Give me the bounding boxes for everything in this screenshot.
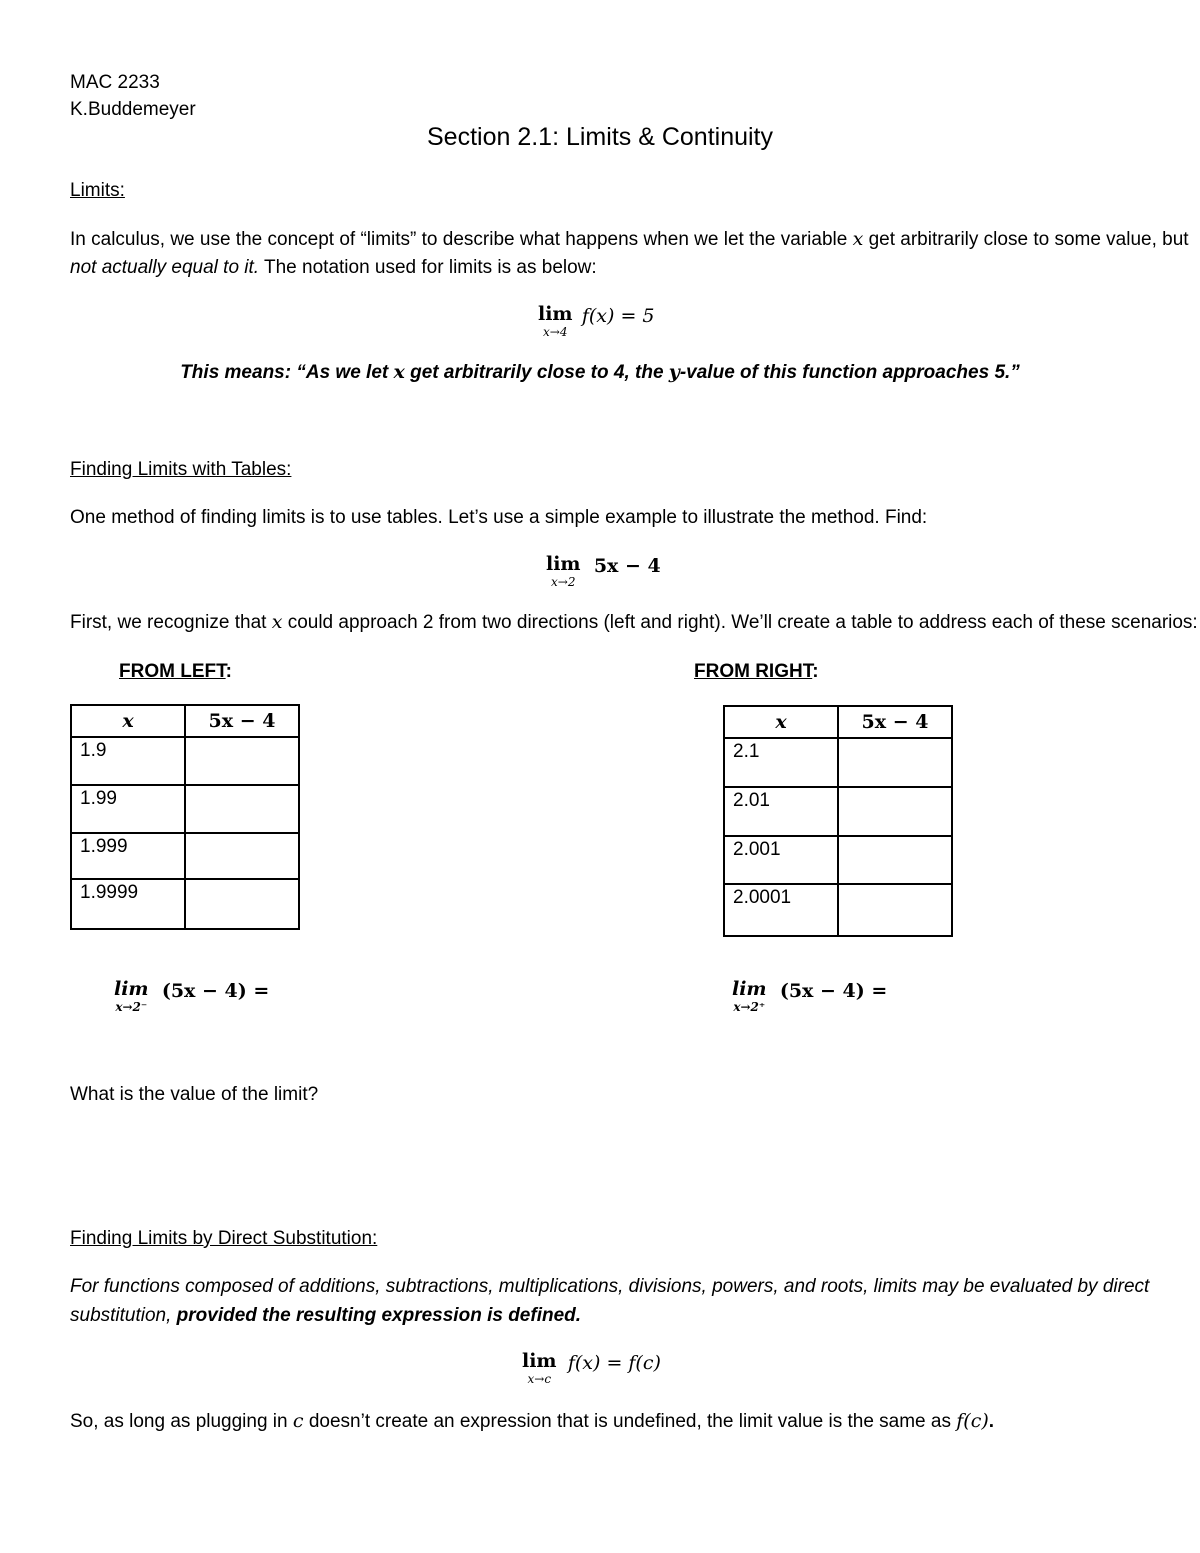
table-header-row: [71, 705, 299, 737]
table-row: [724, 738, 952, 787]
from-left-label: FROM LEFT:: [119, 661, 232, 682]
limit-meaning-statement: This means: “As we let x get arbitrarily close to 4, the y-value of this function approaches 5.”: [180, 361, 1020, 383]
empty-answer-cell: [185, 737, 299, 785]
column-header-x: x: [724, 706, 838, 738]
direct-substitution-line2: substitution, provided the resulting expression is defined.: [70, 1305, 582, 1326]
tables-intro: One method of finding limits is to use tables. Let’s use a simple example to illustrate the method. Find:: [70, 507, 928, 528]
column-header-function: 5x − 4: [185, 705, 299, 737]
limit-notation-equation: lim x→4 f(x) = 5: [538, 303, 655, 339]
table-row: [71, 785, 299, 833]
directions-paragraph: First, we recognize that x could approach 2 from two directions (left and right). We’ll create a table to address each of these scenarios:: [70, 611, 1198, 633]
empty-answer-cell: [185, 879, 299, 929]
empty-answer-cell: [185, 833, 299, 879]
x-value-cell: 1.99: [71, 785, 185, 833]
example-limit-equation: lim x→2 5x − 4: [546, 553, 661, 589]
limits-paragraph-line1: In calculus, we use the concept of “limits” to describe what happens when we let the variable x get arbitrarily close to some value, but: [70, 228, 1189, 250]
empty-answer-cell: [838, 884, 952, 936]
page-title: Section 2.1: Limits & Continuity: [427, 123, 773, 151]
table-row: [724, 884, 952, 936]
direct-substitution-equation: lim x→c f(x) = f(c): [522, 1350, 661, 1386]
x-value-cell: 1.9999: [71, 879, 185, 929]
x-value-cell: 1.999: [71, 833, 185, 879]
table-row: [71, 737, 299, 785]
table-header-row: [724, 706, 952, 738]
x-value-cell: 2.001: [724, 836, 838, 884]
direct-substitution-line1: For functions composed of additions, subtractions, multiplications, divisions, powers, and roots, limits may be evaluated by direct: [70, 1276, 1150, 1297]
empty-answer-cell: [838, 836, 952, 884]
limits-paragraph-line2: not actually equal to it. The notation used for limits is as below:: [70, 257, 597, 278]
table-row: [71, 833, 299, 879]
table-row: [724, 836, 952, 884]
tables-heading: Finding Limits with Tables:: [70, 459, 292, 480]
empty-answer-cell: [838, 738, 952, 787]
empty-answer-cell: [838, 787, 952, 836]
instructor-name: K.Buddemeyer: [70, 99, 196, 120]
x-value-cell: 1.9: [71, 737, 185, 785]
x-value-cell: 2.1: [724, 738, 838, 787]
column-header-function: 5x − 4: [838, 706, 952, 738]
limits-heading: Limits:: [70, 180, 125, 201]
from-left-table: [70, 704, 300, 930]
limit-value-question: What is the value of the limit?: [70, 1084, 319, 1105]
from-right-table: [723, 705, 953, 937]
empty-answer-cell: [185, 785, 299, 833]
column-header-x: x: [71, 705, 185, 737]
table-row: [71, 879, 299, 929]
x-value-cell: 2.01: [724, 787, 838, 836]
course-code: MAC 2233: [70, 72, 160, 93]
direct-substitution-conclusion: So, as long as plugging in c doesn’t create an expression that is undefined, the limit value is the same as f(c).: [70, 1410, 995, 1432]
from-right-label: FROM RIGHT:: [694, 661, 819, 682]
right-hand-limit: lim x→2⁺ (5x − 4) =: [732, 978, 888, 1014]
table-row: [724, 787, 952, 836]
direct-substitution-heading: Finding Limits by Direct Substitution:: [70, 1228, 378, 1249]
left-hand-limit: lim x→2⁻ (5x − 4) =: [114, 978, 270, 1014]
x-value-cell: 2.0001: [724, 884, 838, 936]
